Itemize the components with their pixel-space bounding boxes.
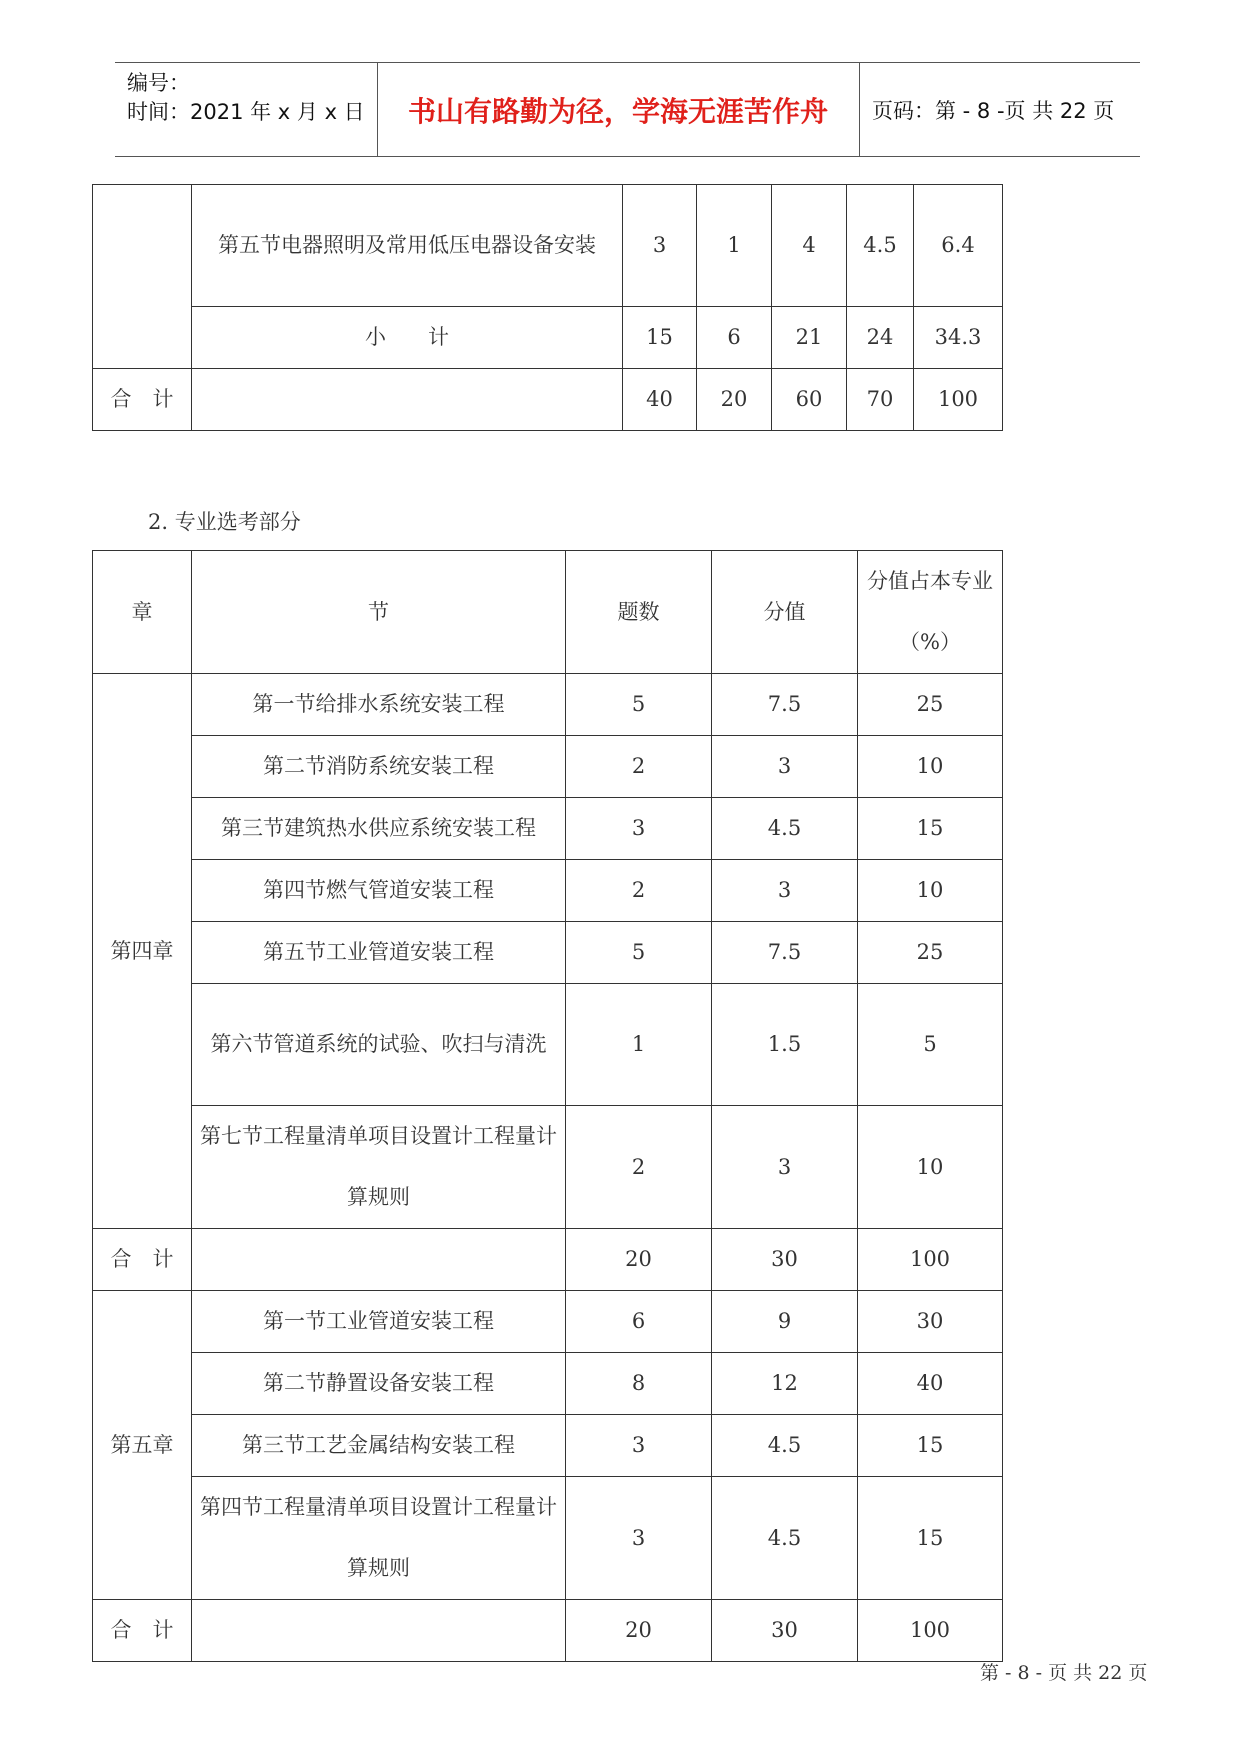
value-cell: 21 [772, 307, 847, 369]
table-row [93, 674, 1003, 736]
value-cell: 20 [697, 369, 772, 431]
section-cell: 第二节消防系统安装工程 [192, 736, 566, 798]
page-header [115, 62, 1140, 157]
count-cell: 3 [566, 1415, 712, 1477]
table-row [93, 185, 1003, 307]
value-cell: 1 [697, 185, 772, 307]
count-cell: 3 [566, 798, 712, 860]
score-cell: 4.5 [712, 1415, 858, 1477]
count-cell: 20 [566, 1600, 712, 1662]
value-cell: 24 [847, 307, 914, 369]
table-row [93, 1353, 1003, 1415]
score-cell: 3 [712, 860, 858, 922]
count-cell: 8 [566, 1353, 712, 1415]
count-cell: 5 [566, 922, 712, 984]
header-score: 分值 [712, 551, 858, 674]
value-cell: 34.3 [914, 307, 1003, 369]
pct-cell: 100 [858, 1229, 1003, 1291]
pct-cell: 10 [858, 1106, 1003, 1229]
section-cell: 第一节工业管道安装工程 [192, 1291, 566, 1353]
section-cell: 第一节给排水系统安装工程 [192, 674, 566, 736]
total-label: 合 计 [93, 1600, 192, 1662]
count-cell: 6 [566, 1291, 712, 1353]
pct-cell: 25 [858, 922, 1003, 984]
value-cell: 60 [772, 369, 847, 431]
chapter-cell [93, 185, 192, 369]
score-cell: 9 [712, 1291, 858, 1353]
total-label: 合 计 [93, 369, 192, 431]
pct-cell: 10 [858, 860, 1003, 922]
table-row [93, 1291, 1003, 1353]
page-footer: 第 - 8 - 页 共 22 页 [980, 1662, 1148, 1684]
value-cell: 100 [914, 369, 1003, 431]
header-motto: 书山有路勤为径，学海无涯苦作舟 [407, 94, 828, 128]
header-count: 题数 [566, 551, 712, 674]
header-divider [859, 63, 860, 156]
score-cell: 30 [712, 1229, 858, 1291]
value-cell: 4.5 [847, 185, 914, 307]
header-meta [127, 69, 365, 127]
count-cell: 5 [566, 674, 712, 736]
table-row [93, 984, 1003, 1106]
score-cell: 12 [712, 1353, 858, 1415]
pct-cell: 25 [858, 674, 1003, 736]
count-cell: 2 [566, 860, 712, 922]
score-cell: 3 [712, 736, 858, 798]
pct-cell: 100 [858, 1600, 1003, 1662]
value-cell: 6.4 [914, 185, 1003, 307]
table-row [93, 922, 1003, 984]
count-cell: 1 [566, 984, 712, 1106]
score-cell: 3 [712, 1106, 858, 1229]
subtotal-label: 小 计 [192, 307, 623, 369]
chapter-name: 第五章 [93, 1291, 192, 1600]
value-cell: 40 [623, 369, 697, 431]
date-label: 时间：2021 年 x 月 x 日 [127, 100, 365, 124]
section-cell: 第四节燃气管道安装工程 [192, 860, 566, 922]
value-cell: 6 [697, 307, 772, 369]
table-row [93, 1600, 1003, 1662]
score-cell: 7.5 [712, 922, 858, 984]
table-row [93, 369, 1003, 431]
table-row [93, 798, 1003, 860]
table-elective-section [92, 550, 1003, 1662]
table-row [93, 307, 1003, 369]
section-cell: 第六节管道系统的试验、吹扫与清洗 [192, 984, 566, 1106]
table-row [93, 1415, 1003, 1477]
score-cell: 1.5 [712, 984, 858, 1106]
section-cell: 第四节工程量清单项目设置计工程量计算规则 [192, 1477, 566, 1600]
pct-cell: 15 [858, 798, 1003, 860]
section-cell: 第三节工艺金属结构安装工程 [192, 1415, 566, 1477]
table-header-row [93, 551, 1003, 674]
section-title: 2. 专业选考部分 [148, 510, 301, 534]
score-cell: 7.5 [712, 674, 858, 736]
header-section: 节 [192, 551, 566, 674]
pct-cell: 15 [858, 1415, 1003, 1477]
section-cell: 第七节工程量清单项目设置计工程量计算规则 [192, 1106, 566, 1229]
total-label: 合 计 [93, 1229, 192, 1291]
table-row [93, 1106, 1003, 1229]
score-cell: 30 [712, 1600, 858, 1662]
count-cell: 2 [566, 1106, 712, 1229]
empty-cell [192, 1229, 566, 1291]
header-pct: 分值占本专业（%） [858, 551, 1003, 674]
count-cell: 2 [566, 736, 712, 798]
section-cell: 第三节建筑热水供应系统安装工程 [192, 798, 566, 860]
table-row [93, 1229, 1003, 1291]
value-cell: 70 [847, 369, 914, 431]
value-cell: 15 [623, 307, 697, 369]
score-cell: 4.5 [712, 798, 858, 860]
code-label: 编号： [127, 71, 190, 95]
empty-cell [192, 369, 623, 431]
empty-cell [192, 1600, 566, 1662]
table-row [93, 736, 1003, 798]
pct-cell: 5 [858, 984, 1003, 1106]
section-cell: 第二节静置设备安装工程 [192, 1353, 566, 1415]
value-cell: 4 [772, 185, 847, 307]
count-cell: 20 [566, 1229, 712, 1291]
pct-cell: 30 [858, 1291, 1003, 1353]
score-cell: 4.5 [712, 1477, 858, 1600]
pct-cell: 15 [858, 1477, 1003, 1600]
table-row [93, 860, 1003, 922]
chapter-name: 第四章 [93, 674, 192, 1229]
pct-cell: 40 [858, 1353, 1003, 1415]
section-cell: 第五节工业管道安装工程 [192, 922, 566, 984]
table-row [93, 1477, 1003, 1600]
value-cell: 3 [623, 185, 697, 307]
header-chapter: 章 [93, 551, 192, 674]
header-page-info: 页码：第 - 8 -页 共 22 页 [872, 98, 1115, 123]
table-exam-continuation [92, 184, 1003, 431]
count-cell: 3 [566, 1477, 712, 1600]
section-cell: 第五节电器照明及常用低压电器设备安装 [192, 185, 623, 307]
pct-cell: 10 [858, 736, 1003, 798]
